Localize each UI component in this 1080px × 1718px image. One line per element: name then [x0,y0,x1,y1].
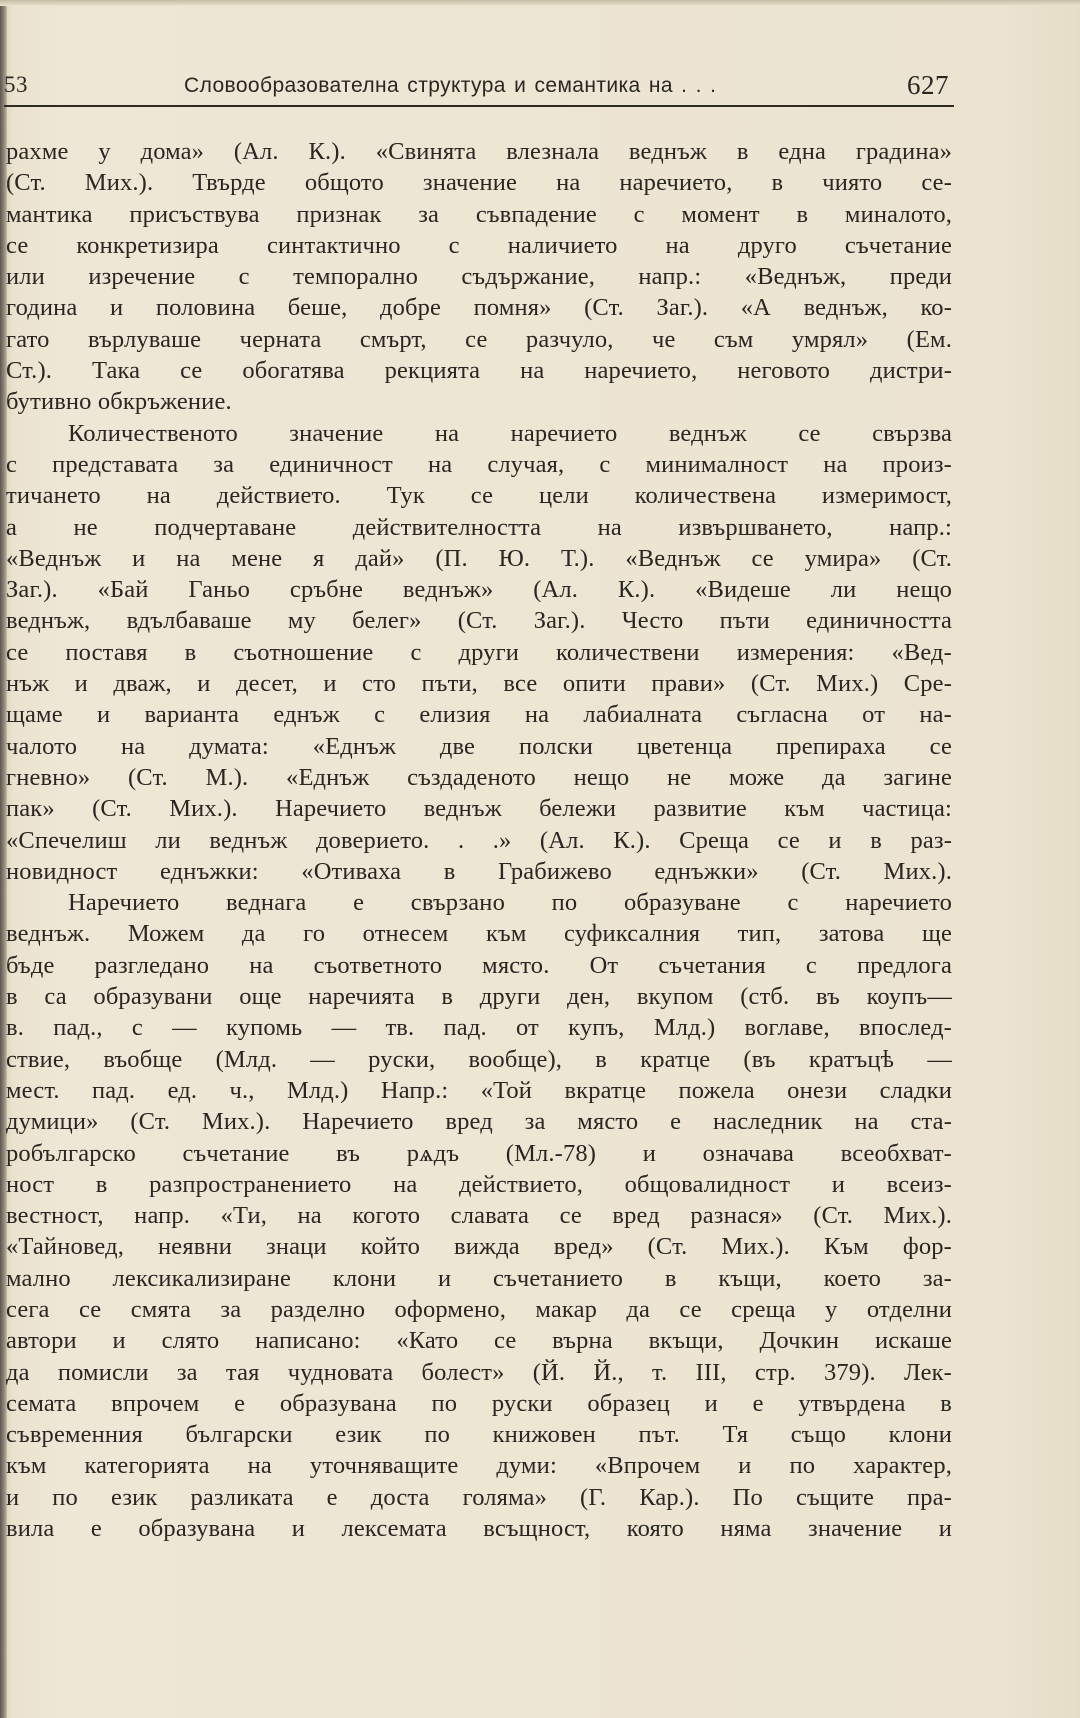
body-text [6,136,952,1544]
text-line: «Тайновед, неявни знаци който вижда вред» (Ст. Мих.). Към фор- [6,1233,952,1261]
text-line: робългарско съчетание въ рѧдъ (Мл.-78) и означава всеобхват- [6,1139,952,1167]
text-line: година и половина беше, добре помня» (Ст. Заг.). «А веднъж, ко- [6,294,952,322]
text-line: ствие, въобще (Млд. — руски, вообще), в кратце (въ кратъцѣ — [6,1045,952,1073]
paragraph-start-line: Наречието веднага е свързано по образуване с наречието [68,889,952,917]
text-line: Заг.). «Бай Ганьо сръбне веднъж» (Ал. К.). «Видеше ли нещо [6,576,952,604]
text-line: сега се смята за разделно оформено, макар да се среща у отделни [6,1295,952,1323]
text-line: Ст.). Така се обогатява рекцията на наречието, неговото дистри- [6,357,952,385]
text-line: «Спечелиш ли веднъж доверието. . .» (Ал. К.). Среща се и в раз- [6,826,952,854]
text-line: мест. пад. ед. ч., Млд.) Напр.: «Той вкратце пожела онези сладки [6,1076,952,1104]
text-line: да помисли за тая чудновата болест» (Й. Й., т. III, стр. 379). Лек- [6,1358,952,1386]
text-line: семата впрочем е образувана по руски образец и е утвърдена в [6,1389,952,1417]
top-edge [0,0,1080,6]
text-line: вестност, напр. «Ти, на когото славата се вред разнася» (Ст. Мих.). [6,1202,952,1230]
text-line: автори и слято написано: «Като се върна вкъщи, Дочкин искаше [6,1327,952,1355]
page-number-left: 53 [4,72,28,97]
text-line: се поставя в съотношение с други количествени измерения: «Вед- [6,638,952,666]
text-line: щаме и варианта еднъж с елизия на лабиалната съгласна от на- [6,701,952,729]
text-line: или изречение с темпорално съдържание, напр.: «Веднъж, преди [6,263,952,291]
text-line: бъде разгледано на съответното място. От съчетания с предлога [6,951,952,979]
text-line: веднъж. Можем да го отнесем към суфиксалния тип, затова ще [6,920,952,948]
text-line: мантика присъствува признак за съвпадение с момент в миналото, [6,200,952,228]
text-line: бутивно обкръжение. [6,388,232,416]
text-line: рахме у дома» (Ал. К.). «Свинята влезнала веднъж в една градина» [6,138,952,165]
text-line: към категорията на уточняващите думи: «Впрочем и по характер, [6,1452,952,1480]
text-line: нъж и дваж, и десет, и сто пъти, все опити прави» (Ст. Мих.) Сре- [6,670,952,698]
text-line: веднъж, вдълбаваше му белег» (Ст. Заг.). Често пъти единичността [6,607,952,635]
text-line: новидност еднъжки: «Отиваха в Грабижево еднъжки» (Ст. Мих.). [6,857,952,885]
text-line: съвременния български език по книжовен път. Тя също клони [6,1421,952,1449]
text-line: в са образувани още наречията в други ден, вкупом (стб. въ коупъ— [6,983,952,1011]
text-line: чалото на думата: «Еднъж две полски цветенца препираха се [6,732,952,760]
text-line: и по език разликата е доста голяма» (Г. Кар.). По същите пра- [6,1483,952,1511]
text-line: (Ст. Мих.). Твърде общото значение на наречието, в чиято се- [6,169,952,197]
text-line: думици» (Ст. Мих.). Наречието вред за място е наследник на ста- [6,1108,952,1136]
text-line: вила е образувана и лексемата всъщност, която няма значение и [6,1515,952,1543]
running-header [4,66,954,106]
paragraph-start-line: Количественото значение на наречието веднъж се свързва [68,419,952,447]
text-line: а не подчертаване действителността на извършването, напр.: [6,513,952,541]
text-line: гневно» (Ст. М.). «Еднъж създаденото нещо не може да загине [6,763,952,791]
text-line: мално лексикализиране клони и съчетанието в къщи, което за- [6,1264,952,1292]
text-line: с представата за единичност на случая, с минималност на произ- [6,450,952,478]
text-line: се конкретизира синтактично с наличието на друго съчетание [6,231,952,259]
text-line: пак» (Ст. Мих.). Наречието веднъж бележи развитие към частица: [6,795,952,823]
text-line: ност в разпространението на действието, общовалидност и всеиз- [6,1170,952,1198]
text-line: гато върлуваше черната смърт, се разчуло, че съм умрял» (Ем. [6,325,952,353]
page-number: 627 [907,70,949,100]
text-line: в. пад., с — купомь — тв. пад. от купъ, Млд.) воглаве, впослед- [6,1014,952,1042]
running-title: Словообразователна структура и семантика на . . . [184,74,717,97]
text-line: тичането на действието. Тук се цели количествена измеримост, [6,482,952,510]
text-line: «Веднъж и на мене я дай» (П. Ю. Т.). «Веднъж се умира» (Ст. [6,544,952,572]
header-rule [4,105,954,107]
